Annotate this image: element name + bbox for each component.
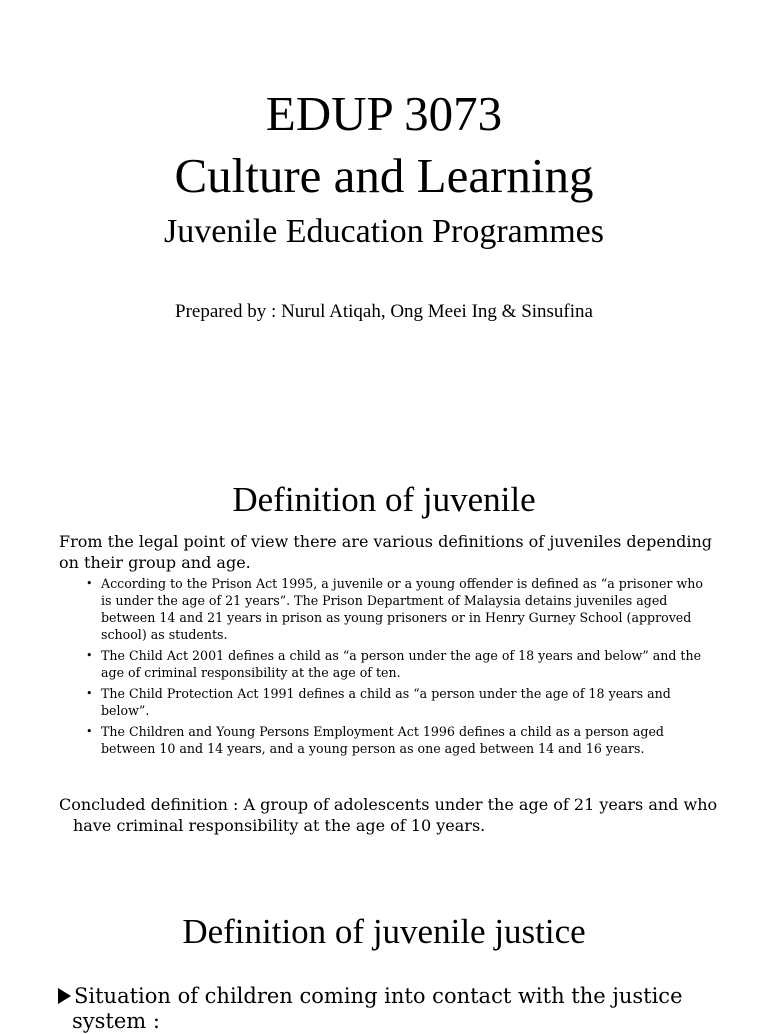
bullet-icon: •: [86, 687, 93, 700]
list-item: [86, 575, 716, 643]
arrow-bullet-icon: [58, 988, 71, 1004]
definition-intro-text: From the legal point of view there are various definitions of juveniles depending on their group and age.: [59, 532, 713, 572]
list-item: [86, 647, 716, 681]
list-item-text: The Children and Young Persons Employment Act 1996 defines a child as a person aged between 10 and 14 years, and a young person as one aged between 14 and 16 years.: [101, 724, 664, 756]
bullet-icon: •: [86, 649, 93, 662]
list-item-text: According to the Prison Act 1995, a juvenile or a young offender is defined as “a prisoner who is under the age of 21 years”. The Prison Department of Malaysia detains juveniles aged between 14 and 21 years in prison as young prisoners or in Henry Gurney School (approved school) as students.: [101, 576, 703, 642]
bullet-icon: •: [86, 725, 93, 738]
list-item-text: The Child Act 2001 defines a child as “a person under the age of 18 years and below” and the age of criminal responsibility at the age of ten.: [101, 648, 702, 680]
juvenile-justice-heading: Definition of juvenile justice: [182, 912, 586, 951]
course-title: Culture and Learning: [174, 148, 594, 203]
definition-of-juvenile-heading: Definition of juvenile: [232, 480, 536, 519]
justice-point: [58, 984, 752, 1034]
concluded-definition-text: Concluded definition : A group of adolescents under the age of 21 years and who have criminal responsibility at the age of 10 years.: [59, 795, 718, 835]
prepared-by-text: Prepared by : Nurul Atiqah, Ong Meei Ing & Sinsufina: [175, 301, 593, 322]
list-item-text: The Child Protection Act 1991 defines a child as “a person under the age of 18 years and below”.: [101, 686, 671, 718]
definition-list: [86, 575, 716, 761]
list-item: [86, 685, 716, 719]
presentation-subtitle: Juvenile Education Programmes: [163, 213, 604, 250]
course-code: EDUP 3073: [265, 86, 503, 141]
bullet-icon: •: [86, 577, 93, 590]
list-item: [86, 723, 716, 757]
justice-point-text: Situation of children coming into contact with the justice system :: [72, 984, 683, 1033]
